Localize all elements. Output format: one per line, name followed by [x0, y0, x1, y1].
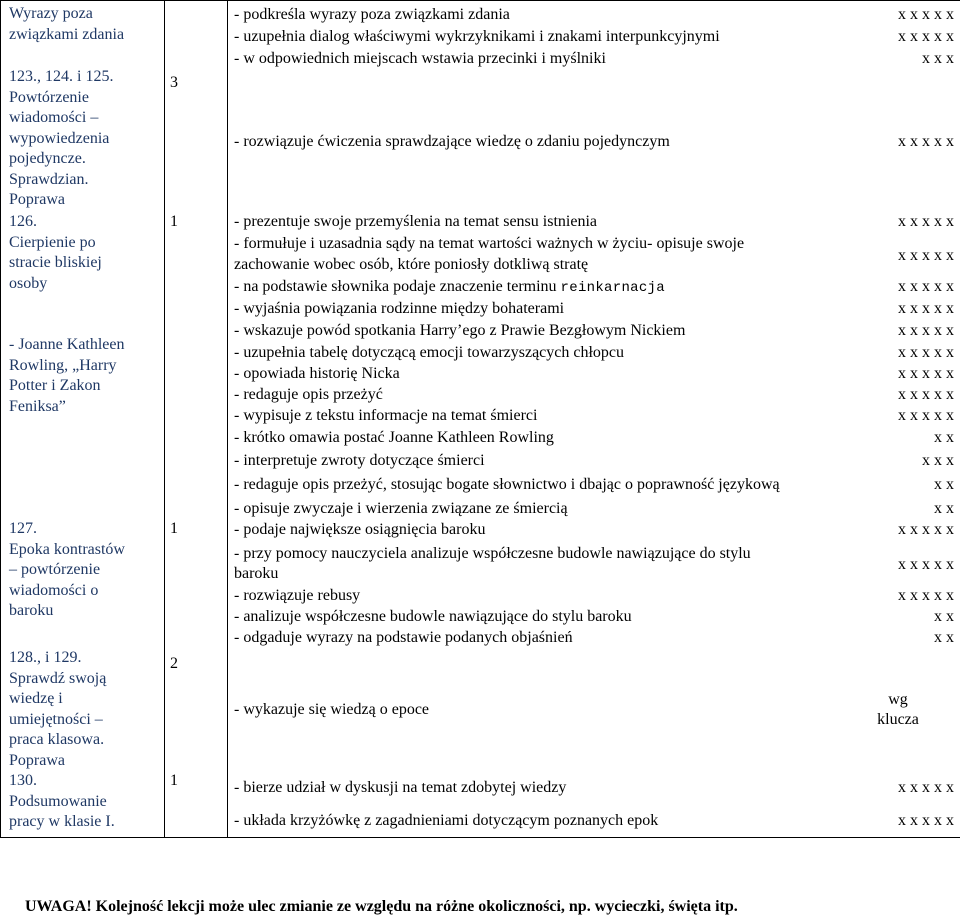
requirement-text: - odgaduje wyrazy na podstawie podanych objaśnień — [234, 629, 573, 646]
topic-line: Powtórzenie — [9, 88, 89, 106]
lesson-number: 123., 124. i 125. — [9, 68, 114, 85]
lesson-number: 127. — [9, 520, 37, 537]
requirement-text-part: - na podstawie słownika podaje znaczenie terminu — [234, 278, 561, 295]
topic-cell — [9, 519, 159, 622]
topic-line: baroku — [9, 602, 54, 619]
grade-marks: x x x x x — [898, 28, 954, 45]
grade-marks: x x x x x — [898, 300, 954, 317]
requirement-text: - formułuje i uzasadnia sądy na temat wartości ważnych w życiu- opisuje swoje — [234, 235, 745, 252]
topic-line: Poprawa — [9, 191, 65, 208]
grade-marks: x x — [934, 476, 954, 493]
grade-marks: x x x x x — [898, 6, 954, 23]
requirement-text: - bierze udział w dyskusji na temat zdobytej wiedzy — [234, 779, 567, 796]
topic-line: Sprawdź swoją — [9, 669, 107, 687]
topic-line: Rowling, „Harry — [9, 356, 117, 374]
topic-line: wiadomości – — [9, 109, 99, 126]
topic-line: Wyrazy poza — [9, 5, 93, 22]
requirement-text: - analizuje współczesne budowle nawiązujące do stylu baroku — [234, 608, 632, 625]
topic-line: Feniksa” — [9, 397, 66, 415]
topic-line: Podsumowanie — [9, 792, 107, 810]
topic-line: związkami zdania — [9, 25, 125, 43]
grade-marks: x x x x x — [898, 344, 954, 361]
term-reinkarnacja: reinkarnacja — [560, 280, 665, 296]
requirement-text: - układa krzyżówkę z zagadnieniami dotyczącym poznanych epok — [234, 812, 659, 829]
grade-marks: x x x x x — [898, 278, 954, 295]
column-divider-hours — [227, 1, 228, 837]
hours-cell: 1 — [170, 213, 178, 230]
grade-marks: x x x x x — [898, 213, 954, 230]
grade-key-line: wg — [888, 691, 908, 708]
topic-line: wypowiedzenia — [9, 129, 110, 147]
lesson-number: 126. — [9, 213, 37, 230]
topic-line: wiadomości o — [9, 581, 99, 599]
requirement-text: - przy pomocy nauczyciela analizuje współczesne budowle nawiązujące do stylu — [234, 545, 751, 562]
topic-cell — [9, 648, 159, 771]
requirement-text: - wskazuje powód spotkania Harry’ego z Prawie Bezgłowym Nickiem — [234, 322, 686, 339]
grade-marks: x x x x x — [898, 133, 954, 150]
requirement-text: - redaguje opis przeżyć — [234, 386, 383, 403]
topic-line: pojedyncze. — [9, 150, 86, 167]
grade-marks: x x x x x — [898, 556, 954, 573]
requirement-text-continued: zachowanie wobec osób, które poniosły dotkliwą stratę — [234, 256, 589, 273]
grade-marks: x x x x x — [898, 247, 954, 264]
requirement-text: - rozwiązuje rebusy — [234, 587, 361, 604]
hours-cell: 1 — [170, 772, 178, 789]
grade-key-line: klucza — [877, 711, 919, 728]
requirement-text: - interpretuje zwroty dotyczące śmierci — [234, 452, 485, 469]
grade-marks: x x — [934, 608, 954, 625]
requirement-text: - uzupełnia tabelę dotyczącą emocji towarzyszących chłopcu — [234, 344, 625, 361]
requirement-text-continued: baroku — [234, 565, 279, 582]
hours-cell: 1 — [170, 520, 178, 537]
grade-marks: x x x x x — [898, 521, 954, 538]
requirement-text: - wyjaśnia powiązania rodzinne między bohaterami — [234, 300, 565, 317]
hours-cell: 3 — [170, 74, 178, 91]
topic-line: Cierpienie po — [9, 233, 96, 251]
topic-line: - Joanne Kathleen — [9, 336, 125, 353]
lesson-number: 128., i 129. — [9, 649, 82, 666]
topic-line: umiejętności – — [9, 710, 103, 728]
topic-line: Sprawdzian. — [9, 170, 89, 188]
topic-cell — [9, 67, 159, 211]
requirement-text: - rozwiązuje ćwiczenia sprawdzające wiedzę o zdaniu pojedynczym — [234, 133, 670, 150]
topic-cell — [9, 212, 159, 294]
requirement-text: - redaguje opis przeżyć, stosując bogate słownictwo i dbając o poprawność językową — [234, 476, 780, 493]
requirement-text: - opisuje zwyczaje i wierzenia związane ze śmiercią — [234, 500, 568, 517]
topic-line: Potter i Zakon — [9, 377, 101, 394]
grade-marks: x x x — [922, 452, 954, 469]
requirement-text: - uzupełnia dialog właściwymi wykrzyknikami i znakami interpunkcyjnymi — [234, 28, 720, 45]
topic-cell — [9, 4, 159, 45]
grade-marks: x x x x x — [898, 779, 954, 796]
lesson-number: 130. — [9, 772, 37, 789]
grade-marks-key — [848, 690, 948, 730]
topic-line: osoby — [9, 274, 48, 292]
topic-line: – powtórzenie — [9, 561, 101, 578]
requirement-text: - podaje największe osiągnięcia baroku — [234, 521, 486, 538]
topic-line: wiedzę i — [9, 690, 63, 707]
requirement-text: - wypisuje z tekstu informacje na temat śmierci — [234, 407, 538, 424]
grade-marks: x x x x x — [898, 386, 954, 403]
grade-marks: x x x x x — [898, 407, 954, 424]
topic-line: praca klasowa. — [9, 731, 105, 748]
grade-marks: x x x x x — [898, 812, 954, 829]
footer-note: UWAGA! Kolejność lekcji może ulec zmianie ze względu na różne okoliczności, np. wycieczki, święta itp. — [25, 898, 738, 915]
requirement-text: - opowiada historię Nicka — [234, 365, 400, 382]
grade-marks: x x — [934, 629, 954, 646]
requirement-text: - w odpowiednich miejscach wstawia przecinki i myślniki — [234, 50, 606, 67]
requirement-text: - krótko omawia postać Joanne Kathleen Rowling — [234, 429, 554, 446]
grade-marks: x x x — [922, 50, 954, 67]
topic-line: pracy w klasie I. — [9, 813, 115, 830]
topic-line: Epoka kontrastów — [9, 540, 125, 558]
grade-marks: x x x x x — [898, 322, 954, 339]
requirement-text — [234, 277, 834, 298]
grade-marks: x x — [934, 429, 954, 446]
topic-line: Poprawa — [9, 751, 65, 769]
requirement-text: - prezentuje swoje przemyślenia na temat sensu istnienia — [234, 213, 597, 230]
hours-cell: 2 — [170, 655, 178, 672]
topic-line: stracie bliskiej — [9, 254, 102, 271]
topic-cell — [9, 335, 159, 417]
grade-marks: x x — [934, 500, 954, 517]
column-divider-topic — [164, 1, 165, 837]
table-border-left — [0, 1, 1, 837]
requirement-text: - wykazuje się wiedzą o epoce — [234, 701, 430, 718]
grade-marks: x x x x x — [898, 365, 954, 382]
grade-marks: x x x x x — [898, 587, 954, 604]
requirement-text: - podkreśla wyrazy poza związkami zdania — [234, 6, 510, 23]
topic-cell — [9, 771, 159, 833]
